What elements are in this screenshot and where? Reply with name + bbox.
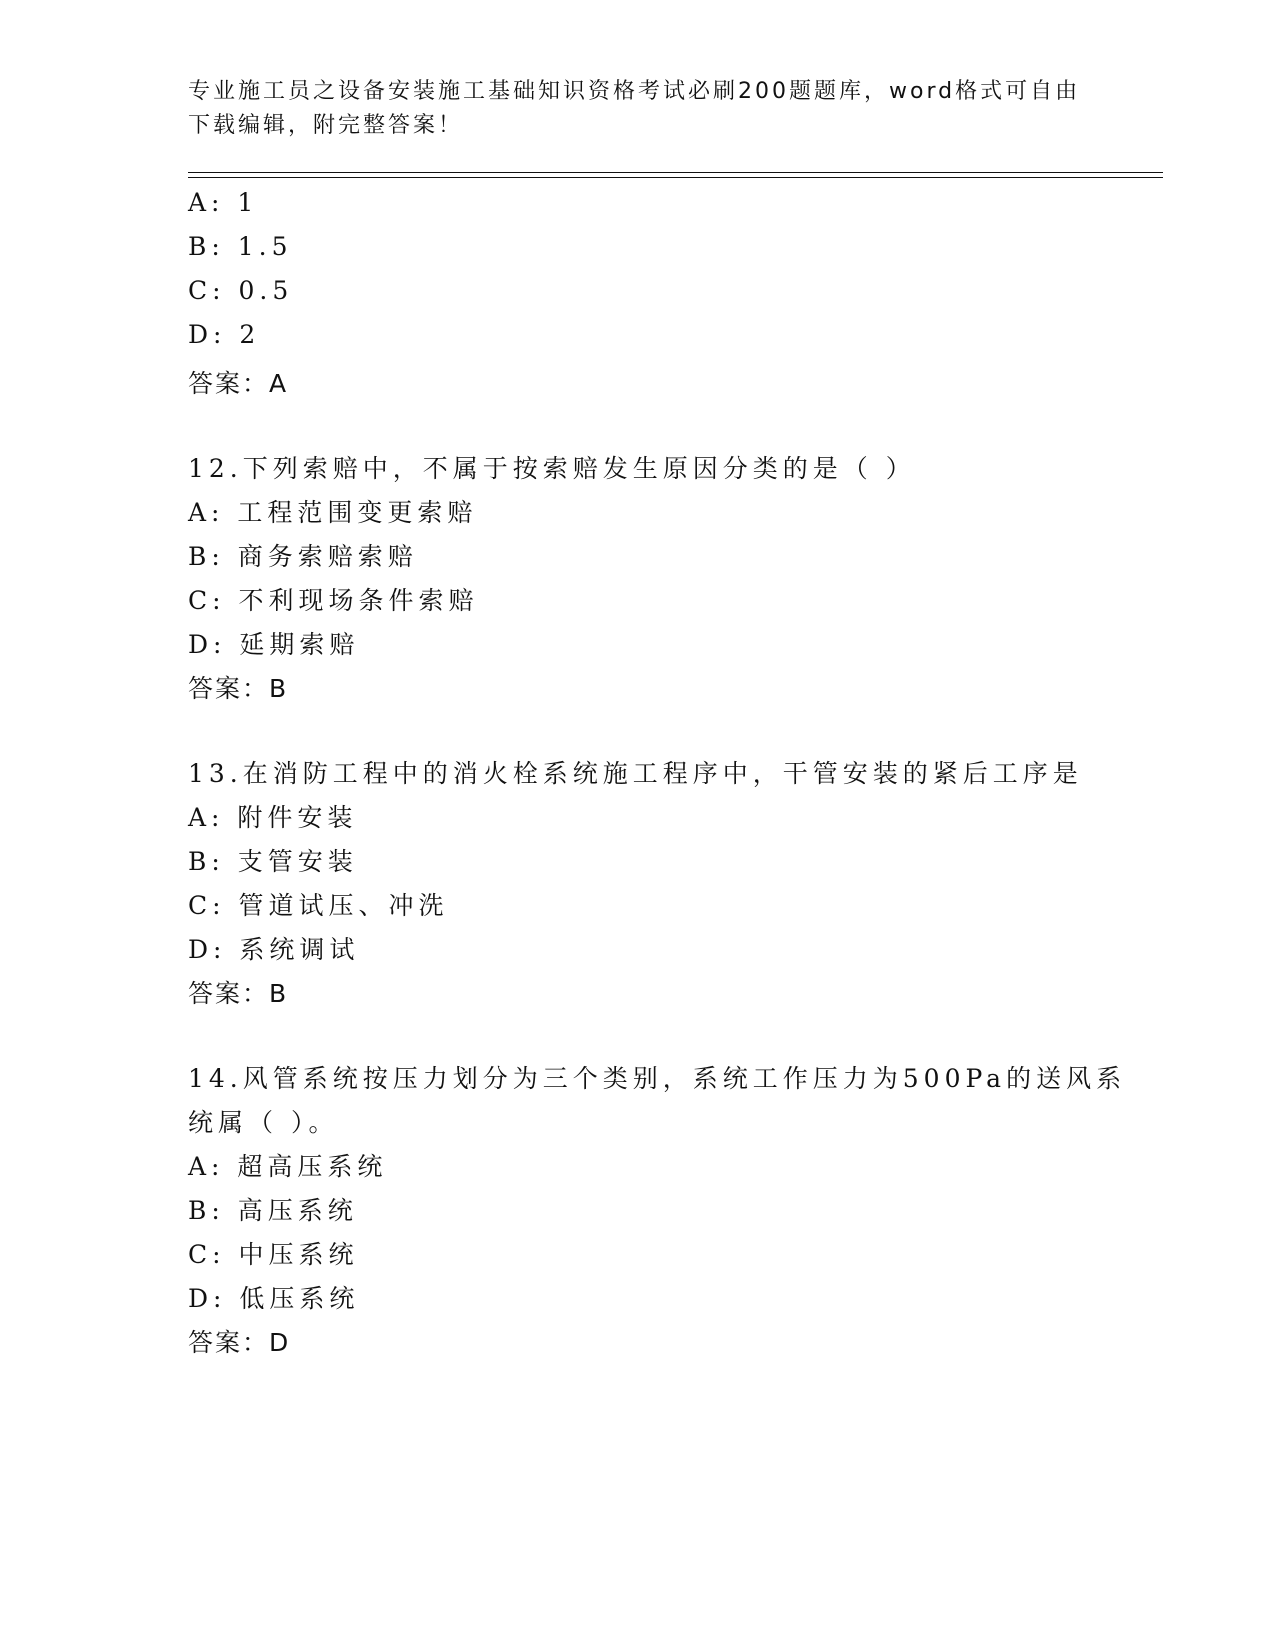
answer-line: 答案：A (188, 369, 289, 398)
option-c: C: 中压系统 (188, 1240, 359, 1269)
header-title-line-1: 专业施工员之设备安装施工基础知识资格考试必刷200题题库，word格式可自由 (188, 79, 1081, 104)
option-b: B: 高压系统 (188, 1196, 358, 1225)
option-b: B: 商务索赔索赔 (188, 542, 418, 571)
answer-line: 答案：B (188, 674, 289, 703)
option-a: A: 超高压系统 (188, 1152, 388, 1181)
option-c: C: 不利现场条件索赔 (188, 586, 479, 615)
option-a: A: 附件安装 (188, 803, 358, 832)
option-b: B: 1.5 (188, 232, 293, 261)
answer-line: 答案：B (188, 979, 289, 1008)
question-stem: 12.下列索赔中，不属于按索赔发生原因分类的是（ ） (188, 454, 916, 483)
question-stem-line-2: 统属（ ）。 (188, 1108, 339, 1137)
option-c: C: 管道试压、冲洗 (188, 891, 449, 920)
option-c: C: 0.5 (188, 276, 294, 305)
answer-line: 答案：D (188, 1328, 291, 1357)
option-d: D: 2 (188, 320, 261, 349)
question-stem: 13.在消防工程中的消火栓系统施工程序中，干管安装的紧后工序是 (188, 759, 1083, 788)
header-title-line-2: 下载编辑，附完整答案！ (188, 113, 464, 138)
option-a: A: 1 (188, 188, 259, 217)
question-stem-line-1: 14.风管系统按压力划分为三个类别，系统工作压力为500Pa的送风系 (188, 1064, 1127, 1093)
option-d: D: 系统调试 (188, 935, 360, 964)
option-b: B: 支管安装 (188, 847, 358, 876)
header-divider-bottom (188, 177, 1163, 178)
header-divider-top (188, 172, 1163, 173)
option-d: D: 延期索赔 (188, 630, 360, 659)
option-d: D: 低压系统 (188, 1284, 360, 1313)
option-a: A: 工程范围变更索赔 (188, 498, 478, 527)
